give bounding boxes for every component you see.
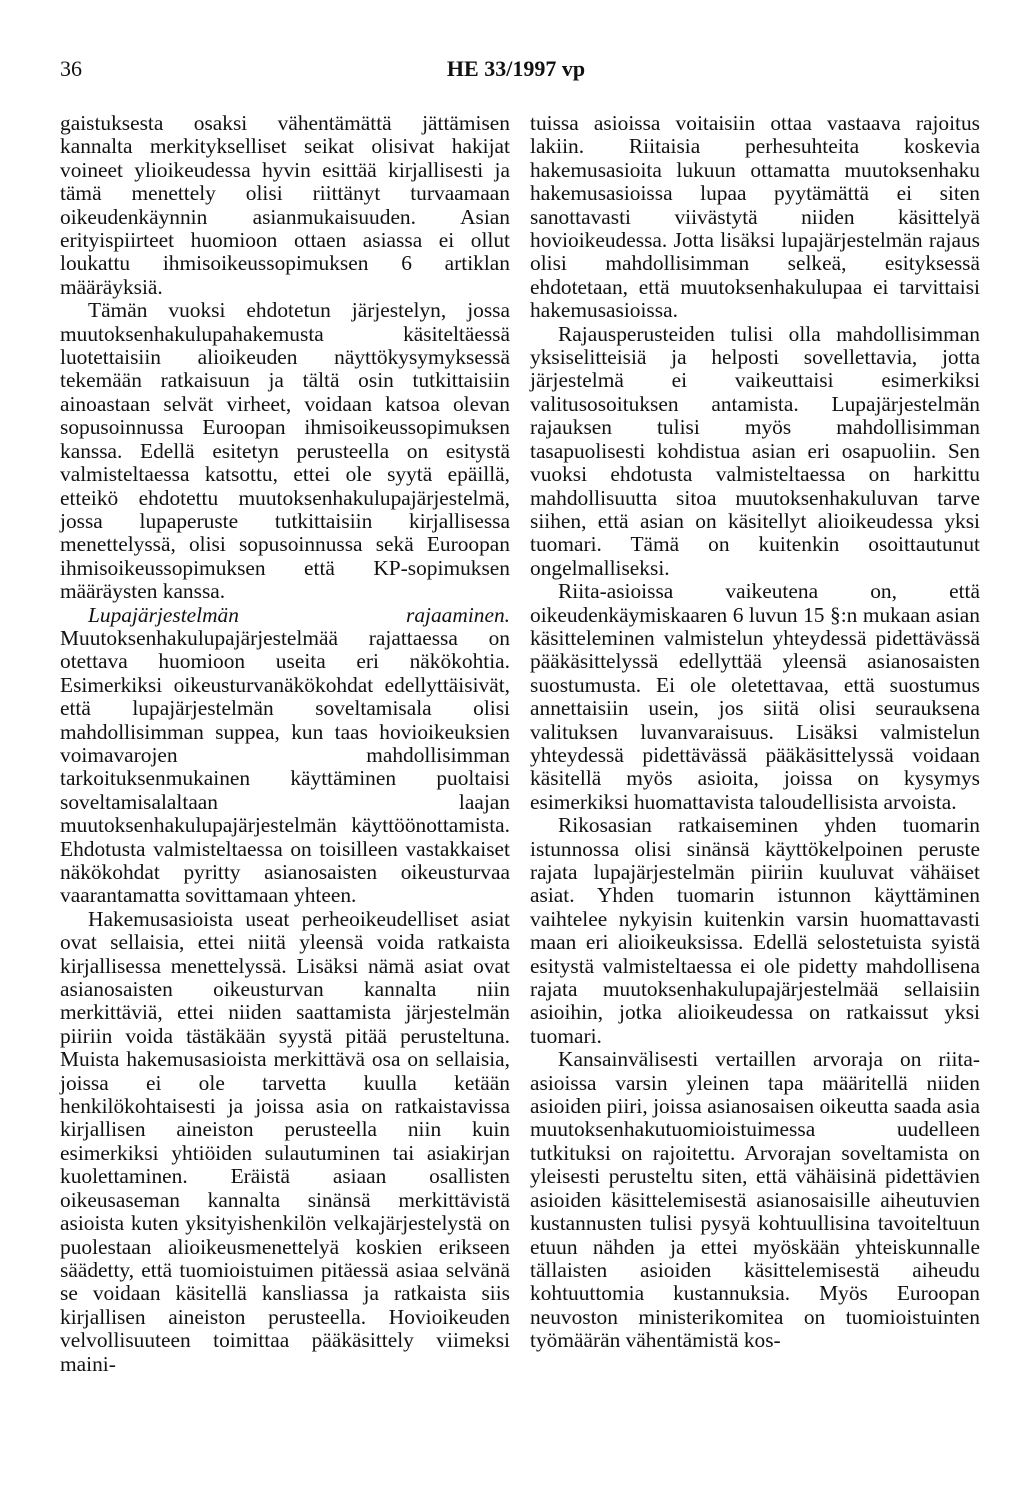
paragraph: Riita-asioissa vaikeutena on, että oikeudenkäymiskaaren 6 luvun 15 §:n mukaan asian käsitteleminen valmistelun yhteydessä pidettävässä pääkäsittelyssä edellyttää yleensä asianosaisten suostumusta. Ei ole oletettavaa, että suostumus annettaisiin usein, jos siitä olisi seurauksena valituksen luvanvaraisuus. Lisäksi valmistelun yhteydessä pidettävässä pääkäsittelyssä voidaan käsitellä myös asioita, joissa on kysymys esimerkiksi huomattavista taloudellisista arvoista. bbox=[530, 579, 980, 814]
paragraph: Rikosasian ratkaiseminen yhden tuomarin istunnossa olisi sinänsä käyttökelpoinen peruste rajata lupajärjestelmän piiriin kuuluvat vähäiset asiat. Yhden tuomarin istunnon käyttäminen vaihtelee nykyisin kuitenkin varsin huomattavasti maan eri alioikeuksissa. Edellä selostetuista syistä esitystä valmisteltaessa ei ole pidetty mahdollisena rajata muutoksenhakulupajärjestelmää sellaisiin asioihin, jotka alioikeudessa on ratkaissut yksi tuomari. bbox=[530, 813, 980, 1048]
page-header bbox=[60, 56, 972, 86]
paragraph: Kansainvälisesti vertaillen arvoraja on riita-asioissa varsin yleinen tapa määritellä niiden asioiden piiri, joissa asianosaisen oikeutta saada asia muutoksenhakutuomioistuimessa uudelleen tutkituksi on rajoitettu. Arvorajan soveltamista on yleisesti perusteltu siten, että vähäisinä pidettävien asioiden käsittelemisestä asianosaisille aiheutuvien kustannusten tulisi pysyä kohtuullisina tavoiteltuun etuun nähden ja ettei myöskään yhteiskunnalle tällaisten asioiden käsittelemisestä aiheudu kohtuuttomia kustannuksia. Myös Euroopan neuvoston ministerikomitea on tuomioistuinten työmäärän vähentämistä kos- bbox=[530, 1047, 980, 1353]
paragraph: Tämän vuoksi ehdotetun järjestelyn, jossa muutoksenhakulupahakemusta käsiteltäessä luotettaisiin alioikeuden näyttökysymyksessä tekemään ratkaisuun ja tältä osin tutkittaisiin ainoastaan selvät virheet, voidaan katsoa olevan sopusoinnussa Euroopan ihmisoikeussopimuksen kanssa. Edellä esitetyn perusteella on esitystä valmisteltaessa katsottu, ettei ole syytä epäillä, etteikö ehdotettu muutoksenhakulupajärjestelmä, jossa lupaperuste tutkittaisiin kirjallisessa menettelyssä, olisi sopusoinnussa sekä Euroopan ihmisoikeussopimuksen että KP-sopimuksen määräysten kanssa. bbox=[60, 298, 510, 604]
document-id: HE 33/1997 vp bbox=[446, 56, 586, 81]
paragraph-with-heading bbox=[60, 604, 510, 908]
right-column bbox=[530, 112, 980, 1353]
paragraph: gaistuksesta osaksi vähentämättä jättämisen kannalta merkitykselliset seikat olisivat hakijat voineet ylioikeudessa hyvin esittää kirjallisesti ja tämä menettely olisi riittänyt turvaamaan oikeudenkäynnin asianmukaisuuden. Asian erityispiirteet huomioon ottaen asiassa ei ollut loukattu ihmisoikeussopimuksen 6 artiklan määräyksiä. bbox=[60, 111, 510, 299]
paragraph: Rajausperusteiden tulisi olla mahdollisimman yksiselitteisiä ja helposti sovellettavia, jotta järjestelmä ei vaikeuttaisi esimerkiksi valitusosoituksen antamista. Lupajärjestelmän rajauksen tulisi myös mahdollisimman tasapuolisesti kohdistua asian eri osapuoliin. Sen vuoksi ehdotusta valmisteltaessa on harkittu mahdollisuutta sitoa muutoksenhakuluvan tarve siihen, että asian on käsitellyt alioikeudessa yksi tuomari. Tämä on kuitenkin osoittautunut ongelmalliseksi. bbox=[530, 321, 980, 580]
paragraph-body: Muutoksenhakulupajärjestelmää rajattaessa on otettava huomioon useita eri näkökohtia. Esimerkiksi oikeusturvanäkökohdat edellyttäisivät, että lupajärjestelmän soveltamisala olisi mahdollisimman suppea, kun taas hovioikeuksien voimavarojen mahdollisimman tarkoituksenmukainen käyttäminen puoltaisi soveltamisalaltaan laajan muutoksenhakulupajärjestelmän käyttöönottamista. Ehdotusta valmisteltaessa on toisilleen vastakkaiset näkökohdat pyritty asianosaisten oikeusturvaa vaarantamatta sovittamaan yhteen. bbox=[60, 625, 510, 908]
page-number: 36 bbox=[60, 56, 82, 81]
run-in-heading: Lupajärjestelmän rajaaminen. bbox=[88, 602, 510, 627]
paragraph: tuissa asioissa voitaisiin ottaa vastaava rajoitus lakiin. Riitaisia perhesuhteita koskevia hakemusasioita lukuun ottamatta muutoksenhaku hakemusasioissa lupaa pyytämättä ei siten sanottavasti viivästytä niiden käsittelyä hovioikeudessa. Jotta lisäksi lupajärjestelmän rajaus olisi mahdollisimman selkeä, esityksessä ehdotetaan, että muutoksenhakulupaa ei tarvittaisi hakemusasioissa. bbox=[530, 111, 980, 323]
paragraph: Hakemusasioista useat perheoikeudelliset asiat ovat sellaisia, ettei niitä yleensä voida ratkaista kirjallisessa menettelyssä. Lisäksi nämä asiat ovat asianosaisten oikeusturvan kannalta niin merkittäviä, ettei niiden saattamista järjestelmän piiriin voida tästäkään syystä pitää perusteltuna. Muista hakemusasioista merkittävä osa on sellaisia, joissa ei ole tarvetta kuulla ketään henkilökohtaisesti ja joissa asia on ratkaistavissa kirjallisen aineiston perusteella niin kuin esimerkiksi yhtiöiden sulautuminen tai asiakirjan kuolettaminen. Eräistä asiaan osallisten oikeusaseman kannalta sinänsä merkittävistä asioista kuten yksityishenkilön velkajärjestelystä on puolestaan alioikeusmenettelyä koskien erikseen säädetty, että tuomioistuimen pitäessä asiaa selvänä se voidaan käsitellä kansliassa ja ratkaista siis kirjallisen aineiston perusteella. Hovioikeuden velvollisuuteen toimittaa pääkäsittely viimeksi maini- bbox=[60, 906, 510, 1376]
left-column bbox=[60, 112, 510, 1376]
